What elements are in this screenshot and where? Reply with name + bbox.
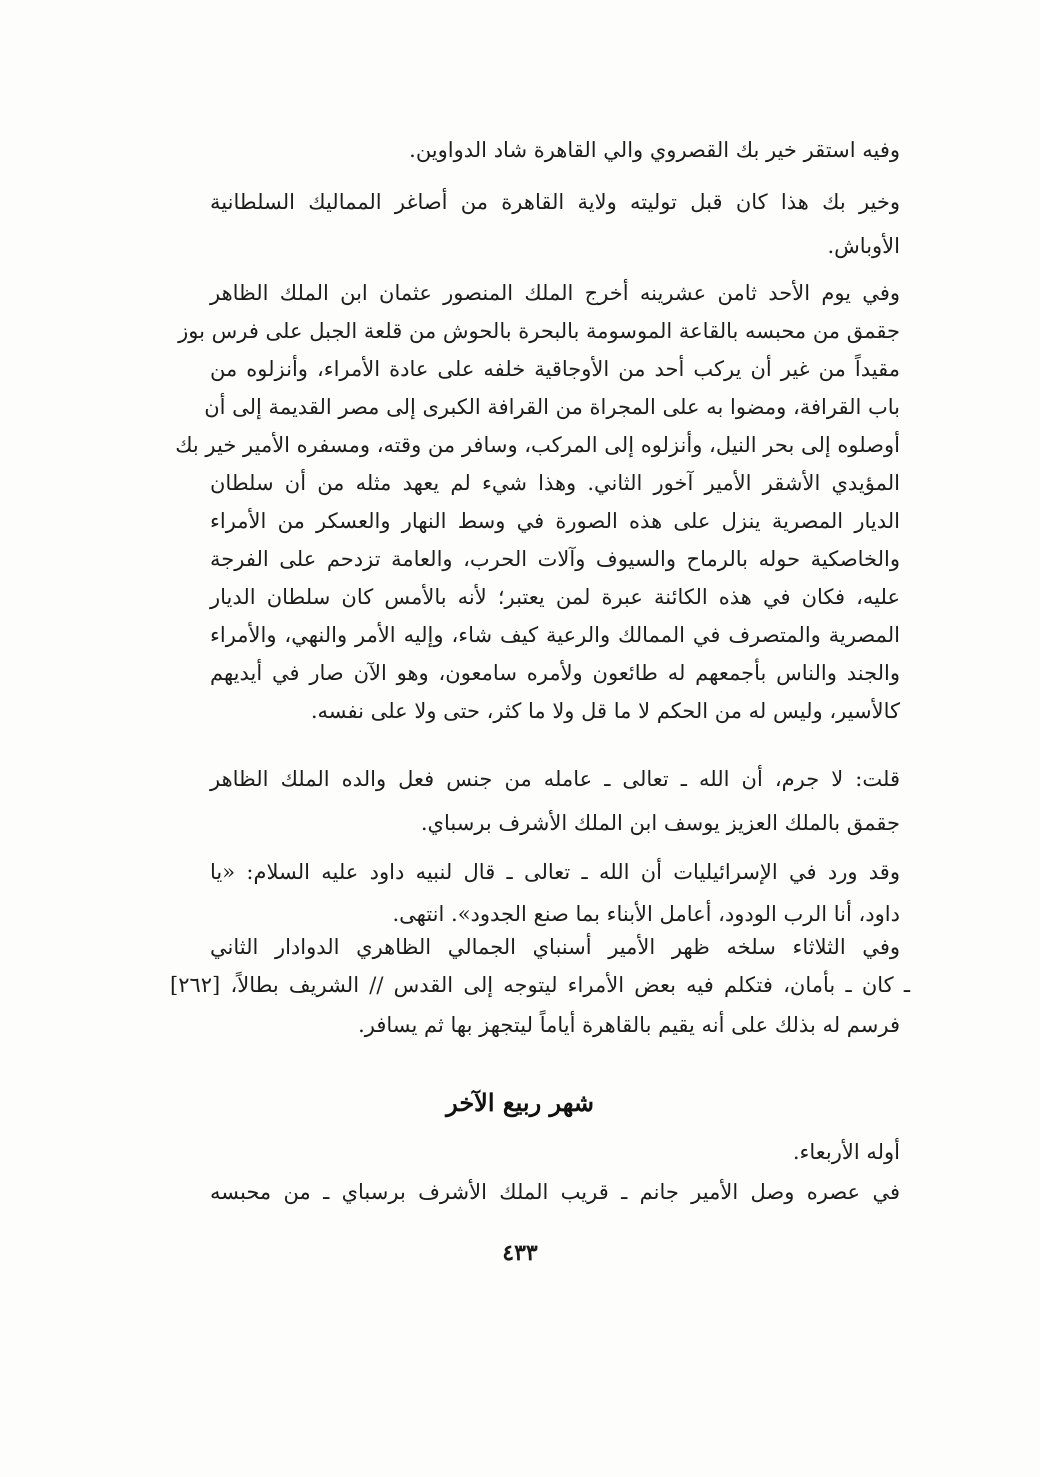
text-line: مقيداً من غير أن يركب أحد من الأوجاقية خلفه على عادة الأمراء، وأنزلوه من — [210, 357, 900, 381]
text-line: المؤيدي الأشقر الأمير آخور الثاني. وهذا شيء لم يعهد مثله من أن سلطان — [210, 471, 900, 495]
text-line: جقمق من محبسه بالقاعة الموسومة بالبحرة بالحوش من قلعة الجبل على فرس بوز — [178, 319, 900, 343]
text-line: المصرية والمتصرف في الممالك والرعية كيف شاء، وإليه الأمر والنهي، والأمراء — [210, 623, 900, 647]
text-line: وفي يوم الأحد ثامن عشرينه أخرج الملك المنصور عثمان ابن الملك الظاهر — [210, 281, 900, 305]
text-line: كالأسير، وليس له من الحكم لا ما قل ولا ما كثر، حتى ولا على نفسه. — [310, 699, 900, 723]
text-line: أوصلوه إلى بحر النيل، وأنزلوه إلى المركب، وسافر من وقته، ومسفره الأمير خير بك — [175, 433, 900, 457]
text-line: باب القرافة، ومضوا به على المجراة من القرافة الكبرى إلى مصر القديمة إلى أن — [204, 395, 900, 419]
text-line: ـ كان ـ بأمان، فتكلم فيه بعض الأمراء ليتوجه إلى القدس // الشريف بطالاً، [٢٦٢] — [170, 973, 910, 997]
section-heading: شهر ربيع الآخر — [446, 1088, 594, 1117]
text-line: وفيه استقر خير بك القصروي والي القاهرة شاد الدواوين. — [409, 138, 900, 162]
text-line: وقد ورد في الإسرائيليات أن الله ـ تعالى ـ قال لنبيه داود عليه السلام: «يا — [210, 860, 900, 884]
text-line: أوله الأربعاء. — [792, 1140, 900, 1164]
page-number: ٤٣٣ — [502, 1240, 538, 1266]
text-line: الأوباش. — [827, 234, 900, 258]
text-line: الديار المصرية ينزل على هذه الصورة في وسط النهار والعسكر من الأمراء — [210, 509, 900, 533]
text-line: داود، أنا الرب الودود، أعامل الأبناء بما صنع الجدود». انتهى. — [392, 902, 900, 926]
text-line: قلت: لا جرم، أن الله ـ تعالى ـ عامله من جنس فعل والده الملك الظاهر — [210, 767, 900, 791]
text-line: عليه، فكان في هذه الكائنة عبرة لمن يعتبر؛ لأنه بالأمس كان سلطان الديار — [210, 585, 900, 609]
text-line: وفي الثلاثاء سلخه ظهر الأمير أسنباي الجمالي الظاهري الدوادار الثاني — [210, 935, 900, 959]
text-line: والجند والناس بأجمعهم له طائعون ولأمره سامعون، وهو الآن صار في أيديهم — [210, 661, 900, 685]
text-line: فرسم له بذلك على أنه يقيم بالقاهرة أياماً ليتجهز بها ثم يسافر. — [358, 1013, 900, 1037]
text-line: جقمق بالملك العزيز يوسف ابن الملك الأشرف برسباي. — [420, 811, 900, 835]
text-line: في عصره وصل الأمير جانم ـ قريب الملك الأشرف برسباي ـ من محبسه — [210, 1180, 900, 1204]
text-line: والخاصكية حوله بالرماح والسيوف وآلات الحرب، والعامة تزدحم على الفرجة — [210, 547, 900, 571]
text-line: وخير بك هذا كان قبل توليته ولاية القاهرة من أصاغر المماليك السلطانية — [210, 190, 900, 214]
